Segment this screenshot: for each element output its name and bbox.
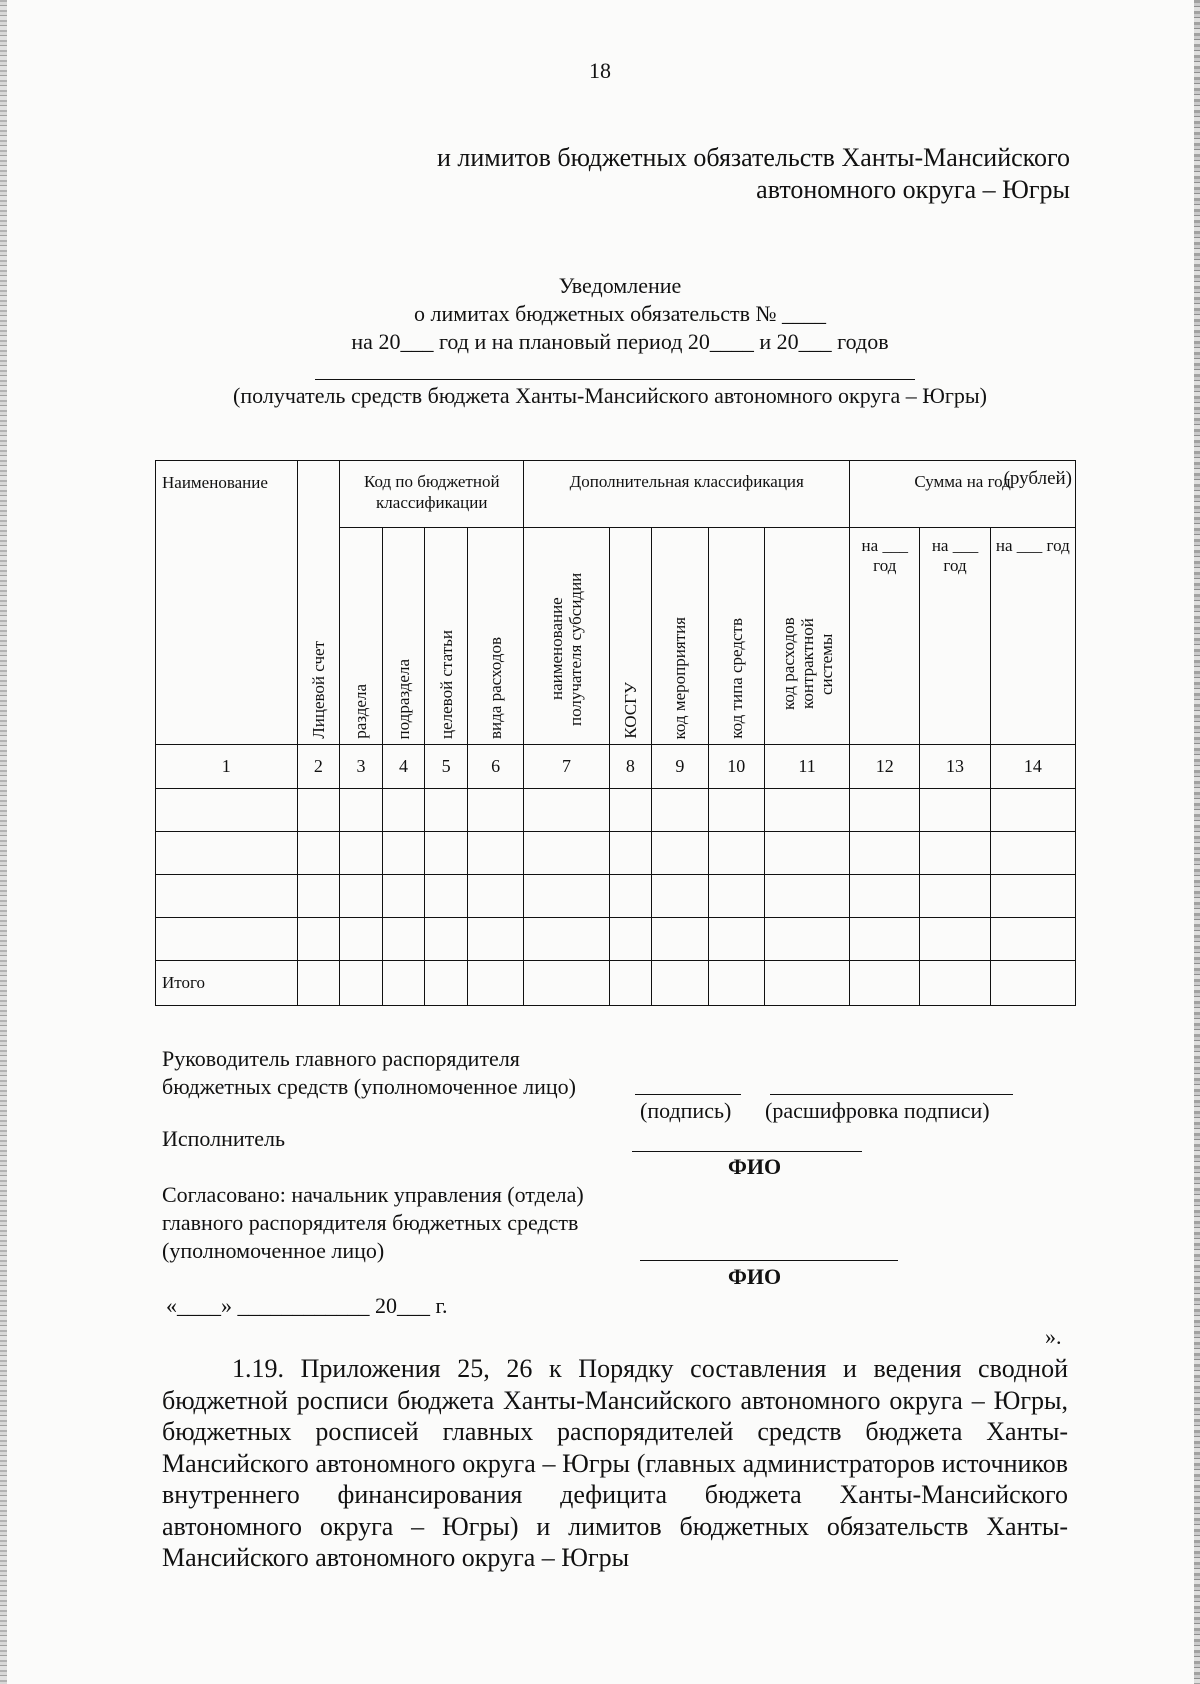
column-number: 5: [425, 745, 468, 789]
agreed-line-2: главного распорядителя бюджетных средств: [162, 1210, 579, 1235]
recipient-blank-line: [315, 379, 915, 380]
column-number: 11: [764, 745, 849, 789]
header-year-1: на ___ год: [850, 528, 920, 745]
header-account: Лицевой счет: [297, 461, 340, 745]
agreed-line-3: (уполномоченное лицо): [162, 1238, 385, 1263]
recipient-caption: (получатель средств бюджета Ханты-Мансийского автономного округа – Югры): [233, 383, 987, 408]
document-header: [437, 142, 1070, 206]
agreed-line-1: Согласовано: начальник управления (отдела): [162, 1182, 584, 1207]
notice-period: на 20___ год и на плановый период 20____ и 20___ годов: [351, 329, 889, 354]
agreed-fio: ФИО: [728, 1264, 782, 1289]
header-budget-classification: Код по бюджетной классификации: [340, 461, 524, 528]
header-contract-system-code: код расходов контрактной системы: [764, 528, 849, 745]
header-section: раздела: [340, 528, 383, 745]
date-line: «____» ____________ 20___ г.: [166, 1293, 448, 1318]
table-row: [156, 789, 1076, 832]
notice-title: Уведомление: [558, 273, 682, 298]
column-number: 13: [920, 745, 990, 789]
clause-paragraph: 1.19. Приложения 25, 26 к Порядку составления и ведения сводной бюджетной росписи бюджета Ханты-Мансийского автономного округа – Югры, бюджетных росписей главных распорядителей средств бюджета Ханты-Мансийского автономного округа – Югры (главных администраторов источников внутреннего финансирования дефицита бюджета Ханты-Мансийского автономного округа – Югры) и лимитов бюджетных обязательств Ханты-Мансийского автономного округа – Югры: [162, 1354, 1068, 1572]
head-line-1: Руководитель главного распорядителя: [162, 1046, 520, 1071]
total-label: Итого: [156, 961, 298, 1006]
notice-subtitle: о лимитах бюджетных обязательств № ____: [414, 301, 826, 326]
executor-line: [632, 1151, 862, 1152]
column-number: 14: [990, 745, 1075, 789]
header-kosgu: КОСГУ: [609, 528, 652, 745]
header-funds-type-code: код типа средств: [708, 528, 764, 745]
table-row: [156, 875, 1076, 918]
header-subsidy-recipient: наименование получателя субсидии: [524, 528, 609, 745]
header-line-1: и лимитов бюджетных обязательств Ханты-Мансийского: [436, 143, 1070, 172]
table-row: [156, 918, 1076, 961]
agreed-line: [640, 1260, 898, 1261]
header-additional-classification: Дополнительная классификация: [524, 461, 850, 528]
table-row: [156, 832, 1076, 875]
units-label: (рублей): [1003, 468, 1072, 489]
header-target-article: целевой статьи: [425, 528, 468, 745]
header-sum-per-year: Сумма на год: [850, 461, 1076, 528]
executor-fio: ФИО: [728, 1154, 782, 1179]
column-number: 7: [524, 745, 609, 789]
scan-edge-left: [0, 0, 7, 1684]
column-number-row: [156, 745, 1076, 789]
header-year-2: на ___ год: [920, 528, 990, 745]
scan-edge-right: [1194, 0, 1200, 1684]
notice-title-block: [0, 272, 1200, 356]
executor-label: Исполнитель: [162, 1126, 286, 1151]
header-line-2: автономного округа – Югры: [756, 175, 1070, 204]
total-row: [156, 961, 1076, 1006]
column-number: 12: [850, 745, 920, 789]
signature-line: [635, 1094, 741, 1095]
head-line-2: бюджетных средств (уполномоченное лицо): [162, 1074, 577, 1099]
decoding-caption: (расшифровка подписи): [765, 1098, 990, 1123]
header-expense-type: вида расходов: [467, 528, 523, 745]
column-number: 8: [609, 745, 652, 789]
column-number: 1: [156, 745, 298, 789]
agreed-block: [162, 1181, 584, 1265]
column-number: 10: [708, 745, 764, 789]
limits-table: [155, 460, 1076, 1006]
column-number: 3: [340, 745, 383, 789]
header-event-code: код мероприятия: [652, 528, 708, 745]
header-subsection: подраздела: [382, 528, 425, 745]
head-signatory-label: [162, 1045, 576, 1101]
decoding-line: [770, 1094, 1013, 1095]
header-year-3: на ___ год: [990, 528, 1075, 745]
header-name: Наименование: [156, 461, 298, 745]
signature-caption: (подпись): [640, 1098, 732, 1123]
column-number: 9: [652, 745, 708, 789]
column-number: 6: [467, 745, 523, 789]
column-number: 4: [382, 745, 425, 789]
column-number: 2: [297, 745, 340, 789]
page-number: 18: [589, 58, 611, 83]
closing-quote: ».: [1045, 1324, 1062, 1349]
